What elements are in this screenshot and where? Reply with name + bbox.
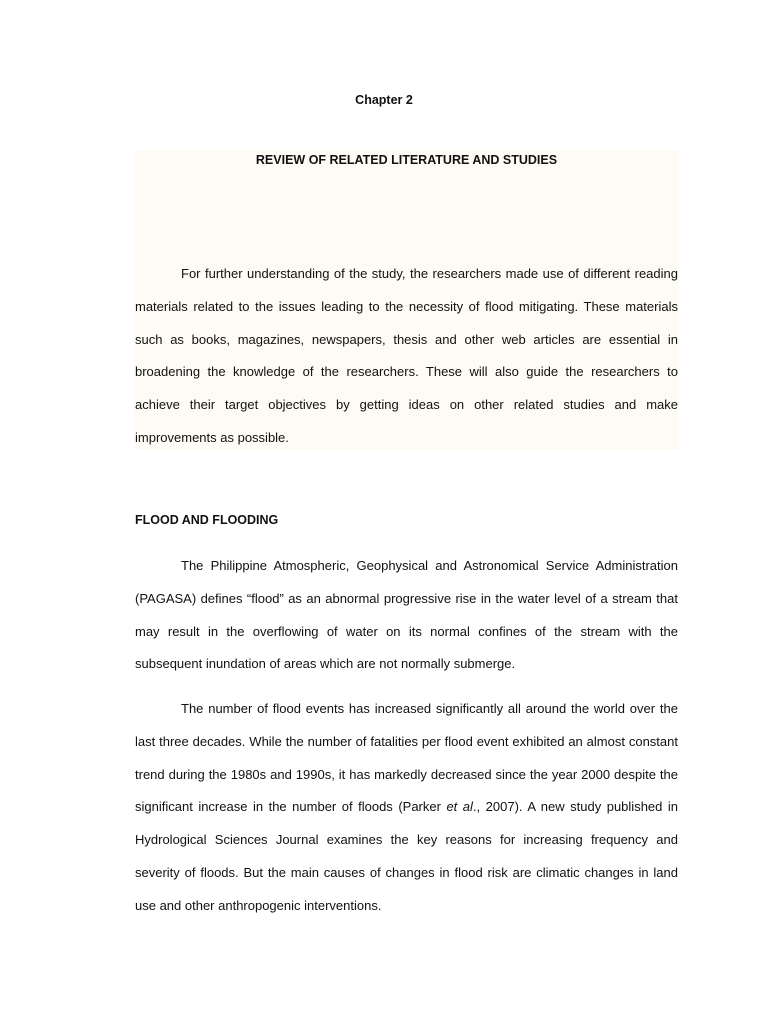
section-heading: FLOOD AND FLOODING: [135, 513, 279, 527]
chapter-label: Chapter 2: [355, 93, 413, 107]
intro-paragraph: For further understanding of the study, the researchers made use of different reading materials related to the issues leading to the necessity of flood mitigating. These materials such as books, magazines, newspapers, thesis and other web articles are essential in broadening the knowledge of the researchers. These will also guide the researchers to achieve their target objectives by getting ideas on other related studies and make improvements as possible.: [135, 266, 678, 445]
paragraph-text-start: The number of flood events has increased significantly all around the world over the last three decades. While the number of fatalities per flood event exhibited an almost constant trend during the 1980s and 1990s, it has markedly decreased since the year 2000 despite the significant increase in the number of floods (Parker: [135, 701, 678, 815]
citation-et-al: et al: [446, 799, 473, 815]
paragraph-text-end: ., 2007). A new study published in Hydrological Sciences Journal examines the key reasons for increasing frequency and severity of floods. But the main causes of changes in flood risk are climatic changes in land use and other anthropogenic interventions.: [135, 799, 679, 913]
flood-events-paragraph: [135, 693, 678, 923]
pagasa-definition-paragraph: The Philippine Atmospheric, Geophysical and Astronomical Service Administration (PAGASA) defines “flood” as an abnormal progressive rise in the water level of a stream that may result in the overflowing of water on its normal confines of the stream with the subsequent inundation of areas which are not normally submerge.: [135, 558, 678, 672]
chapter-title: REVIEW OF RELATED LITERATURE AND STUDIES: [255, 153, 558, 167]
